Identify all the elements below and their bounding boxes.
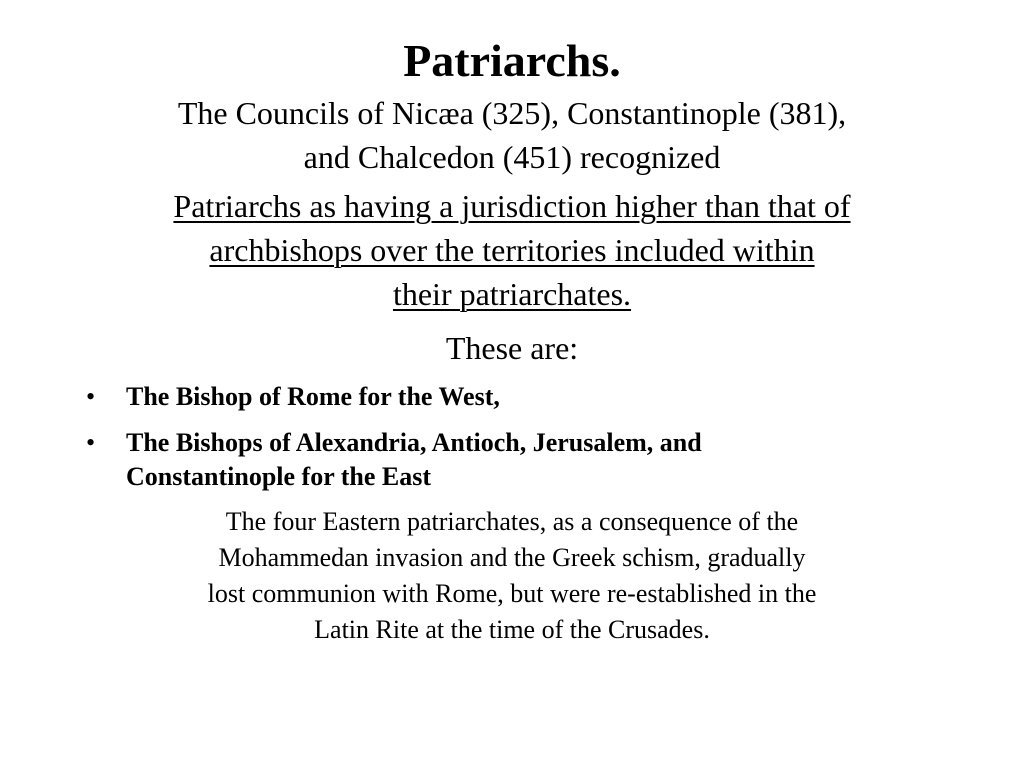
closing-line-1: The four Eastern patriarchates, as a consequence of the xyxy=(225,507,799,536)
bullet-icon: • xyxy=(86,428,96,457)
intro-paragraph xyxy=(0,91,1024,179)
slide-body xyxy=(0,91,1024,648)
list-item-text-line-2: Constantinople for the East xyxy=(126,462,432,491)
list-item-text-line-1: The Bishops of Alexandria, Antioch, Jerusalem, and xyxy=(126,428,702,457)
list-item xyxy=(0,380,1024,414)
list-item-text: The Bishop of Rome for the West, xyxy=(126,382,500,411)
jurisdiction-line-2: archbishops over the territories included within xyxy=(209,232,815,268)
intro-line-1: The Councils of Nicæa (325), Constantinople (381), xyxy=(177,95,847,131)
list-item xyxy=(0,426,1024,494)
slide-title: Patriarchs. xyxy=(403,35,621,86)
bullet-icon: • xyxy=(86,382,96,411)
intro-line-2: and Chalcedon (451) recognized xyxy=(303,139,721,175)
patriarch-list xyxy=(0,380,1024,494)
closing-line-2: Mohammedan invasion and the Greek schism, gradually xyxy=(218,543,806,572)
jurisdiction-paragraph xyxy=(0,184,1024,316)
these-are-heading: These are: xyxy=(445,330,579,366)
closing-paragraph xyxy=(97,504,927,648)
jurisdiction-line-1: Patriarchs as having a jurisdiction higher than that of xyxy=(173,188,851,224)
closing-line-4: Latin Rite at the time of the Crusades. xyxy=(314,615,710,644)
closing-line-3: lost communion with Rome, but were re-established in the xyxy=(207,579,817,608)
jurisdiction-line-3: their patriarchates. xyxy=(392,276,632,312)
